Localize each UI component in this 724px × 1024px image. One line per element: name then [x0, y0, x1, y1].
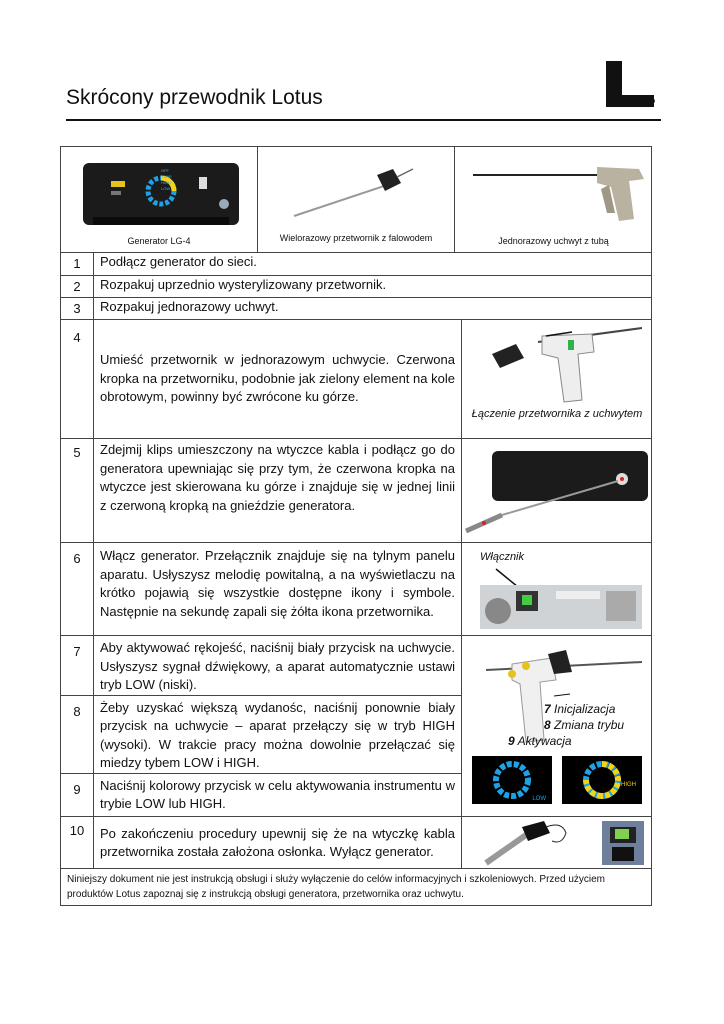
assembly-image — [482, 324, 642, 404]
high-display — [562, 756, 642, 804]
step-number: 7 — [61, 636, 94, 696]
step-number: 3 — [61, 298, 94, 320]
step-number: 2 — [61, 276, 94, 298]
caption-power-switch: Włącznik — [480, 551, 525, 563]
step-text: Umieść przetwornik w jednorazowym uchwycie. Czerwona kropka na przetworniku, podobnie jak zielony element na kole obrotowym, powinny być zwrócone ku górze. — [94, 320, 462, 439]
screen-label: TUNE — [161, 174, 172, 179]
label-initialization: 7 Inicjalizacja — [544, 702, 616, 716]
step-text: Rozpakuj jednorazowy uchwyt. — [94, 298, 652, 320]
step-number: 10 — [61, 816, 94, 868]
label-mode-change: 8 Zmiana trybu — [544, 718, 625, 732]
step-text: Po zakończeniu procedury upewnij się że na wtyczkę kabla przetwornika została założona osłonka. Wyłącz generator. — [94, 816, 462, 868]
page-title: Skrócony przewodnik Lotus — [66, 86, 323, 109]
quick-guide-table — [60, 146, 652, 906]
caption-transducer: Wielorazowy przetwornik z falowodem — [279, 233, 433, 243]
transducer-image — [289, 161, 419, 221]
step-text: Zdejmij klips umieszczony na wtyczce kabla i podłącz go do generatora upewniając się przy tym, że czerwona kropka na wtyczce jest skierowana ku górze i znajduje się w jednej linii z czerwoną kropką na gnieździe generatora. — [94, 439, 462, 543]
step-text: Naciśnij kolorowy przycisk w celu aktywowania instrumentu w trybie LOW lub HIGH. — [94, 773, 462, 816]
step-number: 4 — [61, 320, 94, 439]
caption-assembly: Łączenie przetwornika z uchwytem — [471, 408, 643, 420]
low-label: LOW — [532, 796, 546, 802]
caption-handpiece: Jednorazowy uchwyt z tubą — [498, 236, 609, 246]
high-label: HIGH — [621, 782, 636, 788]
step-number: 5 — [61, 439, 94, 543]
cable-cap-image — [482, 819, 572, 867]
title-rule — [66, 119, 661, 121]
step-text: Aby aktywować rękojeść, naciśnij biały przycisk na uchwycie. Usłyszysz sygnał dźwiękowy, a aparat automatycznie ustawi tryb LOW (niski). — [94, 636, 462, 696]
step-text: Włącz generator. Przełącznik znajduje się na tylnym panelu aparatu. Usłyszysz melodię powitalną, a na wyświetlaczu na krótko pojawią się wszystkie dostępne ikony i symbole. Następnie na sekundę zapali się żółta ikona przetwornika. — [94, 543, 462, 636]
disclaimer: Niniejszy dokument nie jest instrukcją obsługi i służy wyłączenie do celów informacyjnych i szkoleniowych. Przed użyciem produktów Lotus zapoznaj się z instrukcją obsługi generatora, przetwornika oraz uchwytu. — [61, 868, 652, 905]
step-number: 6 — [61, 543, 94, 636]
connector-image — [462, 447, 652, 539]
handpiece-image — [469, 161, 649, 225]
step-number: 9 — [61, 773, 94, 816]
label-activation: 9 Aktywacja — [508, 734, 572, 748]
screen-label: OFF — [161, 168, 169, 173]
screen-label: LOW — [161, 186, 171, 191]
back-panel-image — [476, 565, 646, 633]
step-text: Rozpakuj uprzednio wysterylizowany przetwornik. — [94, 276, 652, 298]
step-text: Żeby uzyskać większą wydanośc, naciśnij ponownie biały przycisk na uchwycie – aparat przełączy się w tryb HIGH (wysoki). W trakcie pracy można dowolnie przełączać się miedzy tybem LOW i HIGH. — [94, 695, 462, 773]
lotus-logo — [604, 61, 656, 107]
step-number: 8 — [61, 695, 94, 773]
power-switch-image — [600, 819, 646, 867]
step-number: 1 — [61, 253, 94, 276]
screen-label: HIGH — [161, 180, 171, 185]
step-text: Podłącz generator do sieci. — [94, 253, 652, 276]
caption-generator: Generator LG-4 — [127, 236, 191, 246]
low-display — [472, 756, 552, 804]
